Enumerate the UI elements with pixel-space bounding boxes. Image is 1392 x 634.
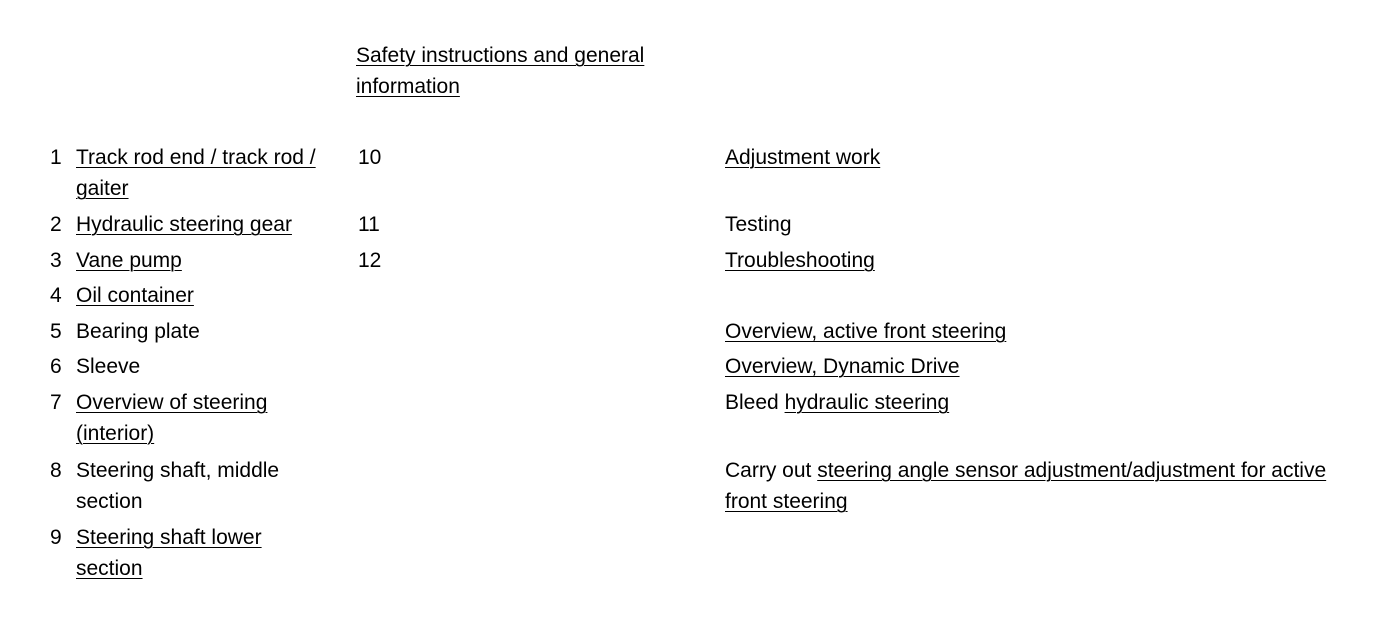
oil-container-link[interactable]: Oil container [76, 284, 194, 307]
item-number: 1 [50, 146, 62, 169]
item-number: 6 [50, 355, 62, 378]
overview-active-front-steering-link[interactable]: Overview, active front steering [725, 320, 1007, 343]
item-number: 2 [50, 213, 62, 236]
hydraulic-steering-gear-link[interactable]: Hydraulic steering gear [76, 213, 292, 236]
testing-label: Testing [725, 213, 792, 236]
adjustment-work-link[interactable]: Adjustment work [725, 146, 881, 169]
item-number: 12 [358, 249, 382, 272]
bearing-plate-label: Bearing plate [76, 320, 200, 343]
bleed-line [725, 387, 1365, 418]
item-number: 3 [50, 249, 62, 272]
item-number: 7 [50, 391, 62, 414]
safety-instructions-link[interactable]: Safety instructions and general information [356, 44, 645, 98]
sleeve-label: Sleeve [76, 355, 141, 378]
item-number: 4 [50, 284, 62, 307]
overview-steering-interior-link[interactable]: Overview of steering (interior) [76, 391, 268, 445]
track-rod-link[interactable]: Track rod end / track rod / gaiter [76, 146, 316, 200]
bleed-prefix: Bleed [725, 391, 779, 414]
item-number: 5 [50, 320, 62, 343]
steering-shaft-middle-label: Steering shaft, middle section [76, 459, 280, 513]
carry-out-line [725, 455, 1345, 517]
steering-shaft-lower-link[interactable]: Steering shaft lower section [76, 526, 262, 580]
vane-pump-link[interactable]: Vane pump [76, 249, 182, 272]
item-number: 11 [358, 213, 380, 236]
item-number: 8 [50, 459, 62, 482]
steering-angle-sensor-link[interactable]: steering angle sensor adjustment/adjustment for active front steering [725, 459, 1327, 513]
item-number: 9 [50, 526, 62, 549]
item-number: 10 [358, 146, 382, 169]
troubleshooting-link[interactable]: Troubleshooting [725, 249, 875, 272]
overview-dynamic-drive-link[interactable]: Overview, Dynamic Drive [725, 355, 960, 378]
hydraulic-steering-link[interactable]: hydraulic steering [784, 391, 950, 414]
carry-out-prefix: Carry out [725, 459, 812, 482]
